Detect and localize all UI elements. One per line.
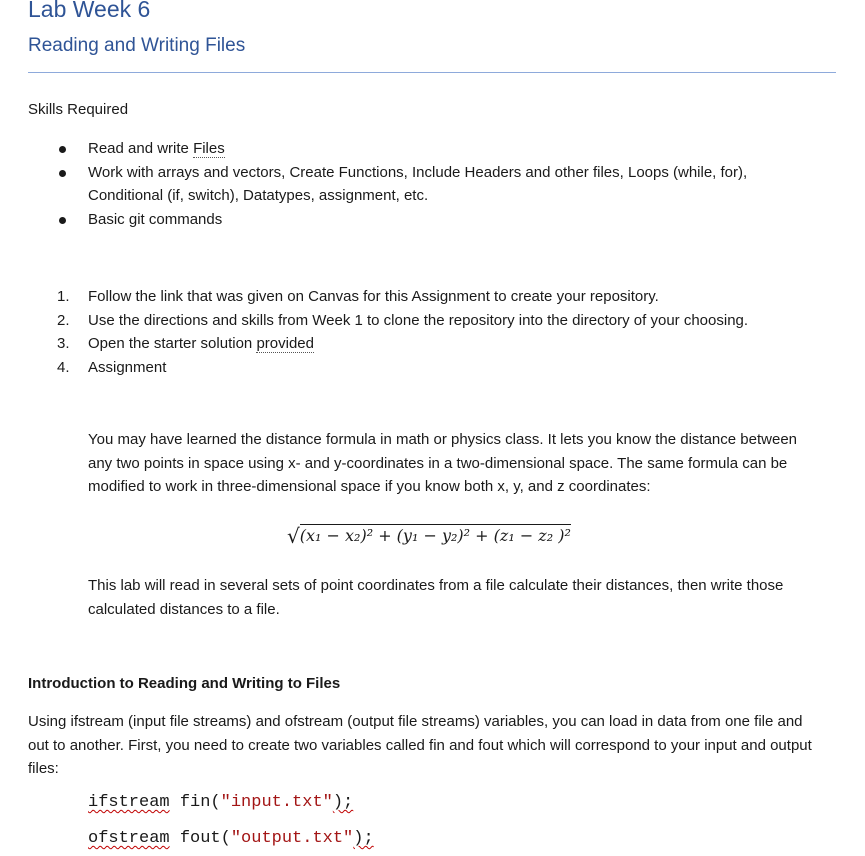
bullet-icon bbox=[59, 170, 66, 177]
code-end: ); bbox=[353, 829, 374, 848]
steps-list bbox=[0, 285, 788, 379]
skills-heading: Skills Required bbox=[28, 101, 129, 118]
list-item bbox=[0, 208, 808, 232]
code-type: ofstream bbox=[88, 829, 170, 848]
distance-formula bbox=[287, 522, 571, 546]
bullet-text: Basic git commands bbox=[88, 210, 223, 228]
intro-heading: Introduction to Reading and Writing to Files bbox=[28, 675, 341, 692]
list-item bbox=[0, 137, 808, 161]
title-divider bbox=[28, 72, 836, 73]
code-line-ifstream bbox=[88, 793, 353, 812]
code-line-ofstream bbox=[88, 829, 374, 848]
step-text: Use the directions and skills from Week 1 to clone the repository into the directory of your choosing. bbox=[88, 311, 749, 329]
list-item bbox=[0, 161, 808, 208]
document-title: Lab Week 6 bbox=[28, 0, 151, 22]
code-var: fin( bbox=[169, 793, 221, 812]
bullet-icon bbox=[59, 146, 66, 153]
list-item bbox=[0, 356, 788, 380]
code-type: ifstream bbox=[88, 793, 170, 812]
code-string: "input.txt" bbox=[220, 793, 333, 812]
step-number: 4. bbox=[57, 358, 70, 376]
list-item bbox=[0, 285, 788, 309]
step-text: Open the starter solution bbox=[88, 335, 257, 352]
step-text: Follow the link that was given on Canvas for this Assignment to create your repository. bbox=[88, 288, 659, 305]
bullet-text: Read and write bbox=[88, 140, 194, 157]
step-number: 2. bbox=[57, 311, 70, 329]
files-link[interactable]: Files bbox=[193, 140, 225, 157]
square-root-icon: √ bbox=[287, 524, 300, 548]
provided-link[interactable]: provided bbox=[256, 335, 314, 352]
code-string: "output.txt" bbox=[230, 829, 354, 848]
code-var: fout( bbox=[169, 829, 231, 848]
step-number: 1. bbox=[57, 288, 70, 305]
step-number: 3. bbox=[57, 335, 70, 352]
step-text: Assignment bbox=[88, 358, 167, 376]
distance-paragraph: You may have learned the distance formula in math or physics class. It lets you know the distance between any two points in space using x- and y-coordinates in a two-dimensional space. The same formula can be modified to work in three-dimensional space if you know both x, y, and z coordinates: bbox=[88, 431, 797, 495]
list-item bbox=[0, 332, 788, 356]
skills-list bbox=[0, 137, 808, 231]
bullet-text: Work with arrays and vectors, Create Functions, Include Headers and other files, Loops (while, for), Conditional (if, switch), Datatypes, assignment, etc. bbox=[88, 163, 748, 204]
document-subtitle: Reading and Writing Files bbox=[28, 35, 246, 56]
code-end: ); bbox=[332, 793, 354, 812]
list-item bbox=[0, 309, 788, 333]
lab-paragraph: This lab will read in several sets of point coordinates from a file calculate their distances, then write those calculated distances to a file. bbox=[88, 577, 784, 618]
intro-paragraph: Using ifstream (input file streams) and ofstream (output file streams) variables, you can load in data from one file and out to another. First, you need to create two variables called fin and fout which will correspond to your input and output files: bbox=[28, 713, 812, 777]
formula-expression: (x₁ − x₂)² + (y₁ − y₂)² + (z₁ − z₂ )² bbox=[299, 526, 571, 545]
bullet-icon bbox=[59, 217, 66, 224]
